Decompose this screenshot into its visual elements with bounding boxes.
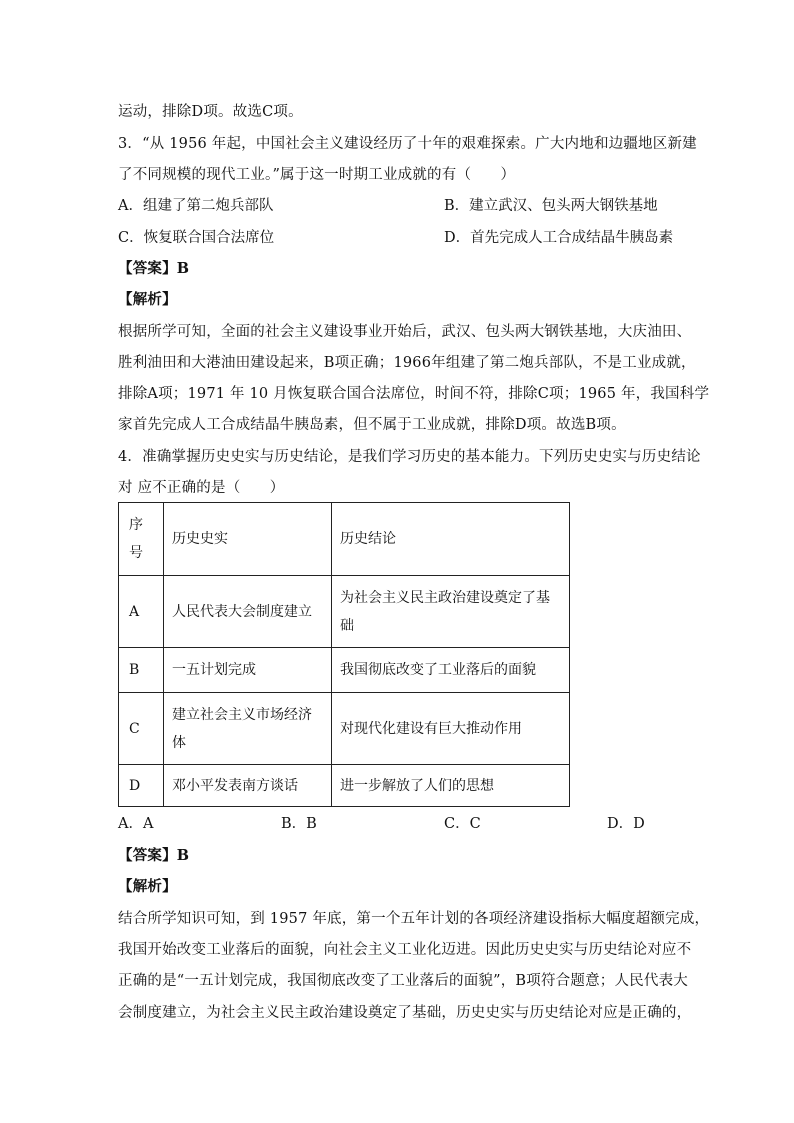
table-row [119, 576, 570, 648]
row-conclusion: 对现代化建设有巨大推动作用 [332, 693, 570, 765]
row-fact: 邓小平发表南方谈话 [164, 765, 332, 807]
q3-option-a: A．组建了第二炮兵部队 [118, 198, 274, 214]
q4-option-a: A．A [118, 816, 154, 832]
row-conclusion: 我国彻底改变了工业落后的面貌 [332, 648, 570, 693]
q4-option-d: D．D [607, 816, 645, 832]
q4-option-c: C．C [444, 816, 481, 832]
fact-line: 建立社会主义市场经济 [172, 706, 312, 723]
answer-label: 【答案】B [118, 847, 190, 864]
row-id: A [119, 576, 164, 648]
analysis-text: 结合所学知识可知，到 1957 年底，第一个五年计划的各项经济建设指标大幅度超额完成， [118, 911, 710, 927]
table-header-cell: 历史结论 [332, 503, 570, 576]
analysis-text: 正确的是“一五计划完成，我国彻底改变了工业落后的面貌”，B项符合题意；人民代表大 [118, 973, 688, 989]
header-no: 序 [129, 517, 143, 533]
analysis-label: 【解析】 [118, 291, 177, 308]
row-id: C [119, 693, 164, 765]
analysis-text: 家首先完成人工合成结晶牛胰岛素，但不属于工业成就，排除D项。故选B项。 [118, 417, 626, 433]
q3-option-b: B．建立武汉、包头两大钢铁基地 [444, 198, 658, 214]
question-3-stem: 了不同规模的现代工业。”属于这一时期工业成就的有（ ） [118, 167, 516, 183]
analysis-text: 根据所学可知，全面的社会主义建设事业开始后，武汉、包头两大钢铁基地，大庆油田、 [118, 324, 692, 340]
row-id: B [119, 648, 164, 693]
row-conclusion: 进一步解放了人们的思想 [332, 765, 570, 807]
row-fact: 一五计划完成 [164, 648, 332, 693]
row-id: D [119, 765, 164, 807]
table-row [119, 693, 570, 765]
conclusion-line: 为社会主义民主政治建设奠定了基 [340, 589, 550, 606]
analysis-text: 排除A项；1971 年 10 月恢复联合国合法席位，时间不符，排除C项；1965 年，我国科学 [118, 386, 710, 402]
analysis-label: 【解析】 [118, 878, 177, 895]
text-line: 运动，排除D项。故选C项。 [118, 104, 303, 120]
analysis-text: 我国开始改变工业落后的面貌，向社会主义工业化迈进。因此历史史实与历史结论对应不 [118, 942, 692, 958]
table-row [119, 648, 570, 693]
row-fact [164, 693, 332, 765]
question-3-stem: 3．“从 1956 年起，中国社会主义建设经历了十年的艰难探索。广大内地和边疆地区新建 [118, 136, 697, 152]
question-4-stem: 4．准确掌握历史史实与历史结论，是我们学习历史的基本能力。下列历史史实与历史结论 [118, 449, 701, 465]
row-conclusion [332, 576, 570, 648]
table-header-row [119, 503, 570, 576]
q3-option-d: D．首先完成人工合成结晶牛胰岛素 [444, 230, 674, 246]
question-4-stem: 对 应不正确的是（ ） [118, 480, 285, 496]
conclusion-line: 础 [340, 617, 354, 634]
analysis-text: 胜利油田和大港油田建设起来，B项正确；1966年组建了第二炮兵部队，不是工业成就， [118, 355, 696, 371]
fact-line: 体 [172, 734, 186, 751]
table-row [119, 765, 570, 807]
q3-option-c: C．恢复联合国合法席位 [118, 230, 275, 246]
row-fact: 人民代表大会制度建立 [164, 576, 332, 648]
table-header-cell [119, 503, 164, 576]
table-header-cell: 历史史实 [164, 503, 332, 576]
header-no: 号 [129, 545, 143, 561]
q4-option-b: B．B [281, 816, 317, 832]
analysis-text: 会制度建立，为社会主义民主政治建设奠定了基础，历史史实与历史结论对应是正确的， [118, 1005, 692, 1021]
answer-label: 【答案】B [118, 260, 190, 277]
history-table [118, 502, 570, 807]
